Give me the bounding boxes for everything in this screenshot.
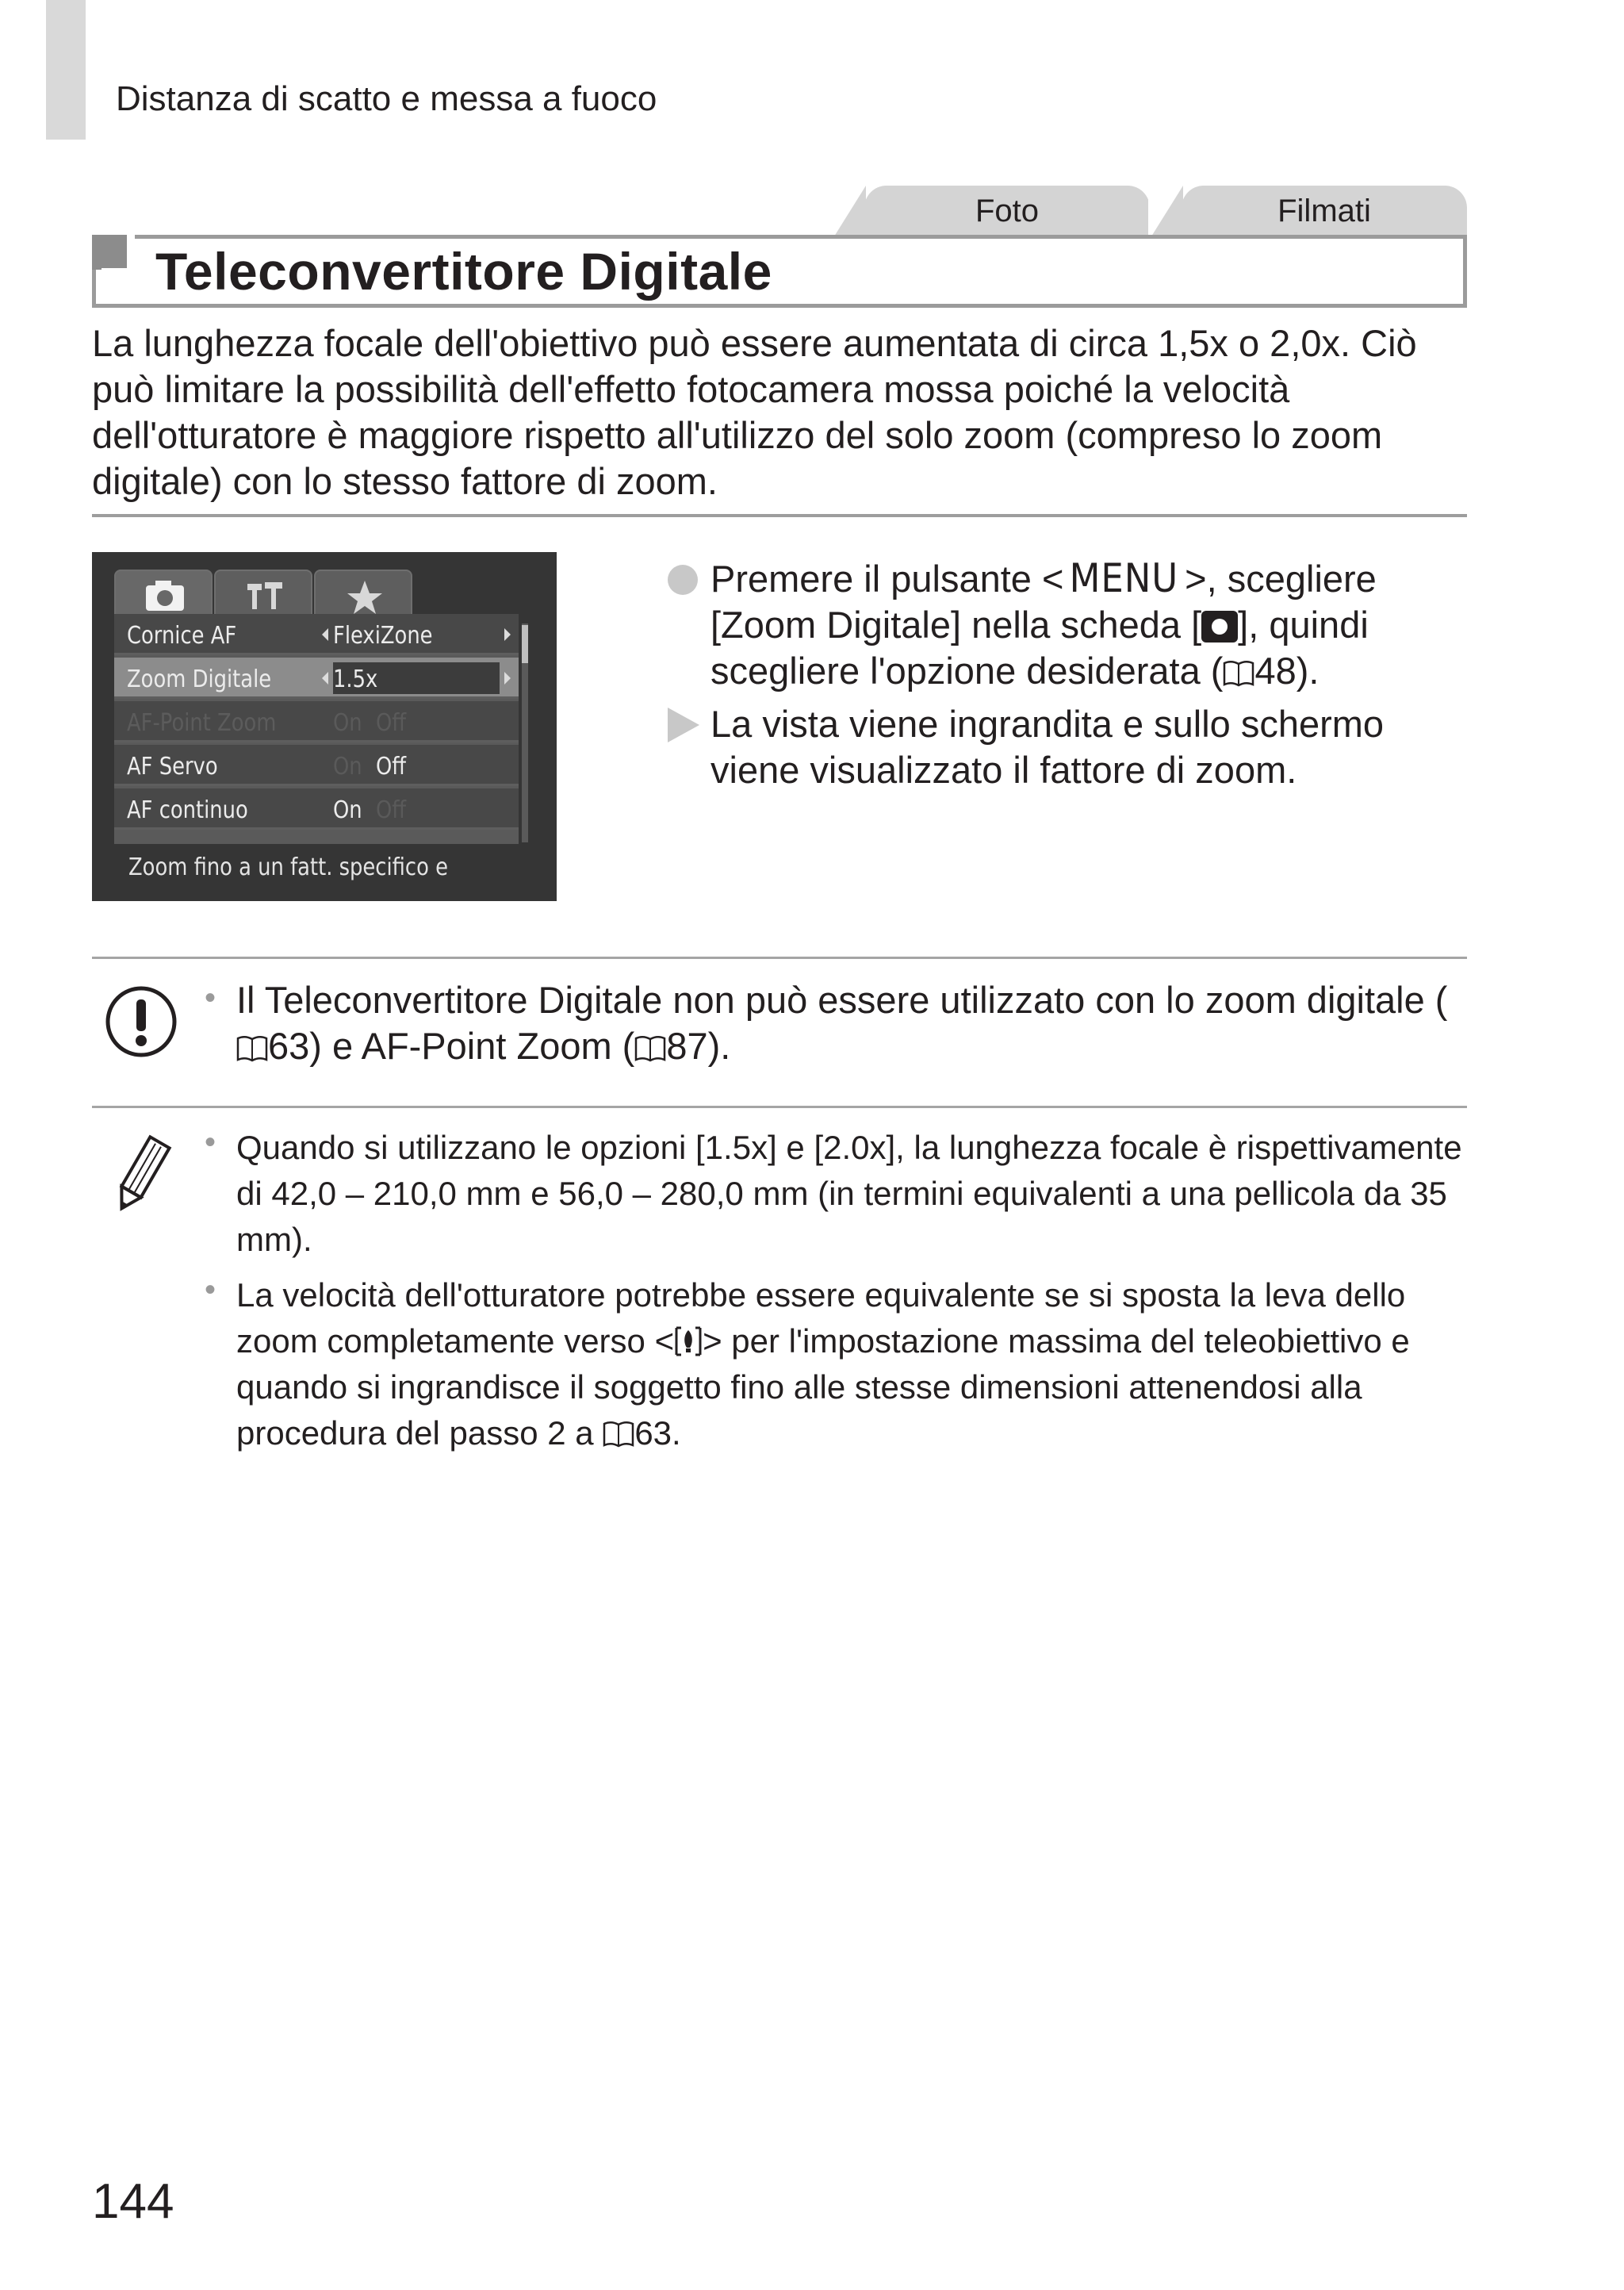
menu-row-af-servo bbox=[114, 745, 519, 786]
page-reference: 63 bbox=[268, 1025, 310, 1067]
text-run: ). bbox=[707, 1025, 731, 1067]
book-reference-icon bbox=[603, 1421, 634, 1448]
section-marker-icon bbox=[90, 233, 135, 278]
option-off: Off bbox=[376, 796, 407, 824]
header-side-bar bbox=[46, 0, 86, 140]
menu-button-label: MENU bbox=[1070, 555, 1179, 601]
book-reference-icon bbox=[634, 1035, 666, 1062]
camera-tab-bar bbox=[114, 570, 416, 614]
menu-row-value: FlexiZone bbox=[333, 622, 433, 650]
camera-tab-mymenu bbox=[314, 570, 412, 616]
camera-tab-icon bbox=[1201, 611, 1238, 643]
divider bbox=[92, 514, 1467, 517]
book-reference-icon bbox=[1223, 660, 1254, 687]
menu-row-af-continuo bbox=[114, 788, 519, 830]
text-run: Premere il pulsante < bbox=[710, 558, 1064, 600]
camera-tab-setup bbox=[214, 570, 312, 616]
option-off: Off bbox=[376, 753, 407, 781]
divider bbox=[92, 957, 1467, 959]
book-reference-icon bbox=[236, 1035, 268, 1062]
left-arrow-icon bbox=[322, 628, 328, 641]
bullet-icon: • bbox=[205, 1272, 216, 1307]
page-number: 144 bbox=[92, 2174, 174, 2229]
wrench-hammer-icon bbox=[216, 571, 314, 617]
step-2-text: La vista viene ingrandita e sullo schermo viene visualizzato il fattore di zoom. bbox=[710, 703, 1385, 791]
menu-row-label: Cornice AF bbox=[127, 622, 237, 650]
note-1-text: Quando si utilizzano le opzioni [1.5x] e [2.0x], la lunghezza focale è rispettivamente di 42,0 – 210,0 mm e 56,0 – 280,0 mm (in termini equivalenti a una pellicola da 35 mm). bbox=[236, 1129, 1462, 1258]
option-on: On bbox=[333, 796, 362, 824]
menu-row-value: 1.5x bbox=[333, 666, 378, 693]
note-2-text bbox=[236, 1272, 1473, 1456]
page-reference: 87 bbox=[666, 1025, 708, 1067]
divider bbox=[92, 1106, 1467, 1108]
intro-paragraph: La lunghezza focale dell'obiettivo può essere aumentata di circa 1,5x o 2,0x. Ciò può limitare la possibilità dell'effetto fotocamera mossa poiché la velocità dell'otturatore è maggiore rispetto all'utilizzo del solo zoom (compreso lo zoom digitale) con lo stesso fattore di zoom. bbox=[92, 322, 1417, 502]
right-arrow-icon bbox=[504, 672, 511, 685]
telephoto-icon bbox=[674, 1325, 703, 1357]
text-run: >, scegliere [Zoom Digitale] nella scheda [ bbox=[710, 558, 1377, 646]
text-run: La velocità dell'otturatore potrebbe essere equivalente se si sposta la leva dello zoom completamente verso < bbox=[236, 1276, 1406, 1360]
camera-scrollbar-thumb bbox=[522, 625, 528, 663]
tab-foto: Foto bbox=[864, 186, 1150, 236]
star-icon bbox=[316, 571, 414, 617]
tab-filmati: Filmati bbox=[1182, 186, 1467, 236]
text-run: ) e AF-Point Zoom ( bbox=[309, 1025, 635, 1067]
running-head: Distanza di scatto e messa a fuoco bbox=[116, 79, 657, 118]
tab-slant bbox=[1151, 186, 1183, 236]
menu-row-af-point-zoom bbox=[114, 701, 519, 742]
pencil-icon bbox=[103, 1131, 179, 1218]
camera-tab-shooting bbox=[114, 570, 213, 616]
bullet-icon: • bbox=[205, 980, 216, 1015]
menu-row-zoom-digitale bbox=[114, 658, 519, 699]
menu-row-label: AF Servo bbox=[127, 753, 218, 781]
section-title: Teleconvertitore Digitale bbox=[155, 242, 772, 301]
option-off: Off bbox=[376, 709, 407, 737]
page-reference: 63 bbox=[634, 1414, 672, 1452]
menu-row-label: AF continuo bbox=[127, 796, 248, 824]
camera-menu-screenshot bbox=[92, 552, 557, 901]
menu-row-cornice-af bbox=[114, 614, 519, 655]
text-run: ). bbox=[1296, 650, 1320, 692]
left-arrow-icon bbox=[322, 672, 328, 685]
option-on: On bbox=[333, 753, 362, 781]
caution-text bbox=[236, 977, 1473, 1069]
step-bullet-icon bbox=[668, 565, 698, 595]
tab-divider bbox=[1148, 186, 1151, 236]
text-run: ], quindi scegliere l'opzione desiderata ( bbox=[710, 604, 1369, 692]
camera-hint-text: Zoom fino a un fatt. specifico e bbox=[128, 853, 448, 881]
option-on: On bbox=[333, 709, 362, 737]
camera-menu-list bbox=[114, 614, 519, 844]
step-1-text bbox=[710, 555, 1448, 694]
caution-icon bbox=[103, 984, 179, 1060]
menu-row-label: Zoom Digitale bbox=[127, 666, 272, 693]
menu-row-label: AF-Point Zoom bbox=[127, 709, 277, 737]
text-run: > per l'impostazione massima del teleobiettivo e quando si ingrandisce il soggetto fino alle stesse dimensioni attenendosi alla procedura del passo 2 a bbox=[236, 1322, 1410, 1452]
text-run: . bbox=[672, 1414, 681, 1452]
result-arrow-icon bbox=[668, 708, 699, 742]
camera-icon bbox=[116, 571, 214, 617]
page-reference: 48 bbox=[1254, 650, 1297, 692]
right-arrow-icon bbox=[504, 628, 511, 641]
tab-slant bbox=[834, 186, 866, 236]
text-run: Il Teleconvertitore Digitale non può essere utilizzato con lo zoom digitale ( bbox=[236, 979, 1448, 1021]
bullet-icon: • bbox=[205, 1125, 216, 1160]
